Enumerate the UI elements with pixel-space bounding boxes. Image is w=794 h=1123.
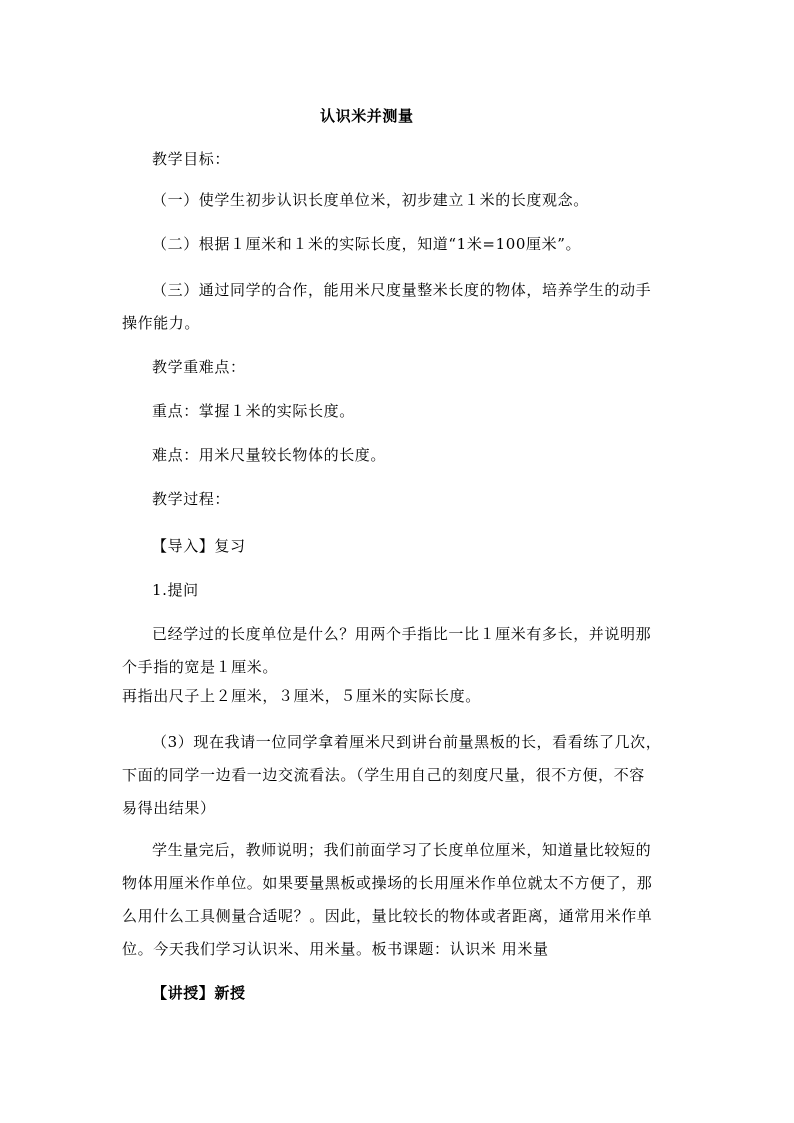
explanation-line-1: 学生量完后，教师说明；我们前面学习了长度单位厘米，知道量比较短的 <box>152 841 652 859</box>
goal-3-line-1: （三）通过同学的合作，能用米尺度量整米长度的物体，培养学生的动手 <box>152 281 652 299</box>
question-1-label: 1.提问 <box>152 581 199 599</box>
goal-3-line-2: 操作能力。 <box>122 314 201 332</box>
process-heading: 教学过程： <box>152 490 231 508</box>
explanation-line-3: 么用什么工具侧量合适呢？。因此，量比较长的物体或者距离，通常用米作单 <box>122 907 653 925</box>
question-3-line-2: 下面的同学一边看一边交流看法。（学生用自己的刻度尺量，很不方便，不容 <box>122 766 645 784</box>
keypoint-text: 重点：掌握１米的实际长度。 <box>152 402 355 420</box>
question-1-line-1: 已经学过的长度单位是什么？用两个手指比一比１厘米有多长，并说明那 <box>152 625 652 643</box>
question-3-line-3: 易得出结果） <box>122 799 216 817</box>
difficulty-text: 难点：用米尺量较长物体的长度。 <box>152 446 387 464</box>
lecture-heading: 【讲授】新授 <box>152 984 246 1002</box>
keypoints-heading: 教学重难点： <box>152 358 246 376</box>
goal-2: （二）根据１厘米和１米的实际长度，知道“1米=100厘米”。 <box>152 235 582 253</box>
question-1-line-3: 再指出尺子上２厘米，３厘米，５厘米的实际长度。 <box>122 687 481 705</box>
explanation-line-2: 物体用厘米作单位。如果要量黑板或操场的长用厘米作单位就太不方便了，那 <box>122 874 653 892</box>
question-3-line-1: （3）现在我请一位同学拿着厘米尺到讲台前量黑板的长，看看练了几次， <box>152 733 662 751</box>
intro-heading: 【导入】复习 <box>152 537 246 555</box>
explanation-line-4: 位。今天我们学习认识米、用米量。板书课题：认识米 用米量 <box>122 940 549 958</box>
goals-heading: 教学目标： <box>152 150 231 168</box>
question-1-line-2: 个手指的宽是１厘米。 <box>122 658 279 676</box>
document-title: 认识米并测量 <box>320 107 414 125</box>
goal-1: （一）使学生初步认识长度单位米，初步建立１米的长度观念。 <box>152 191 589 209</box>
